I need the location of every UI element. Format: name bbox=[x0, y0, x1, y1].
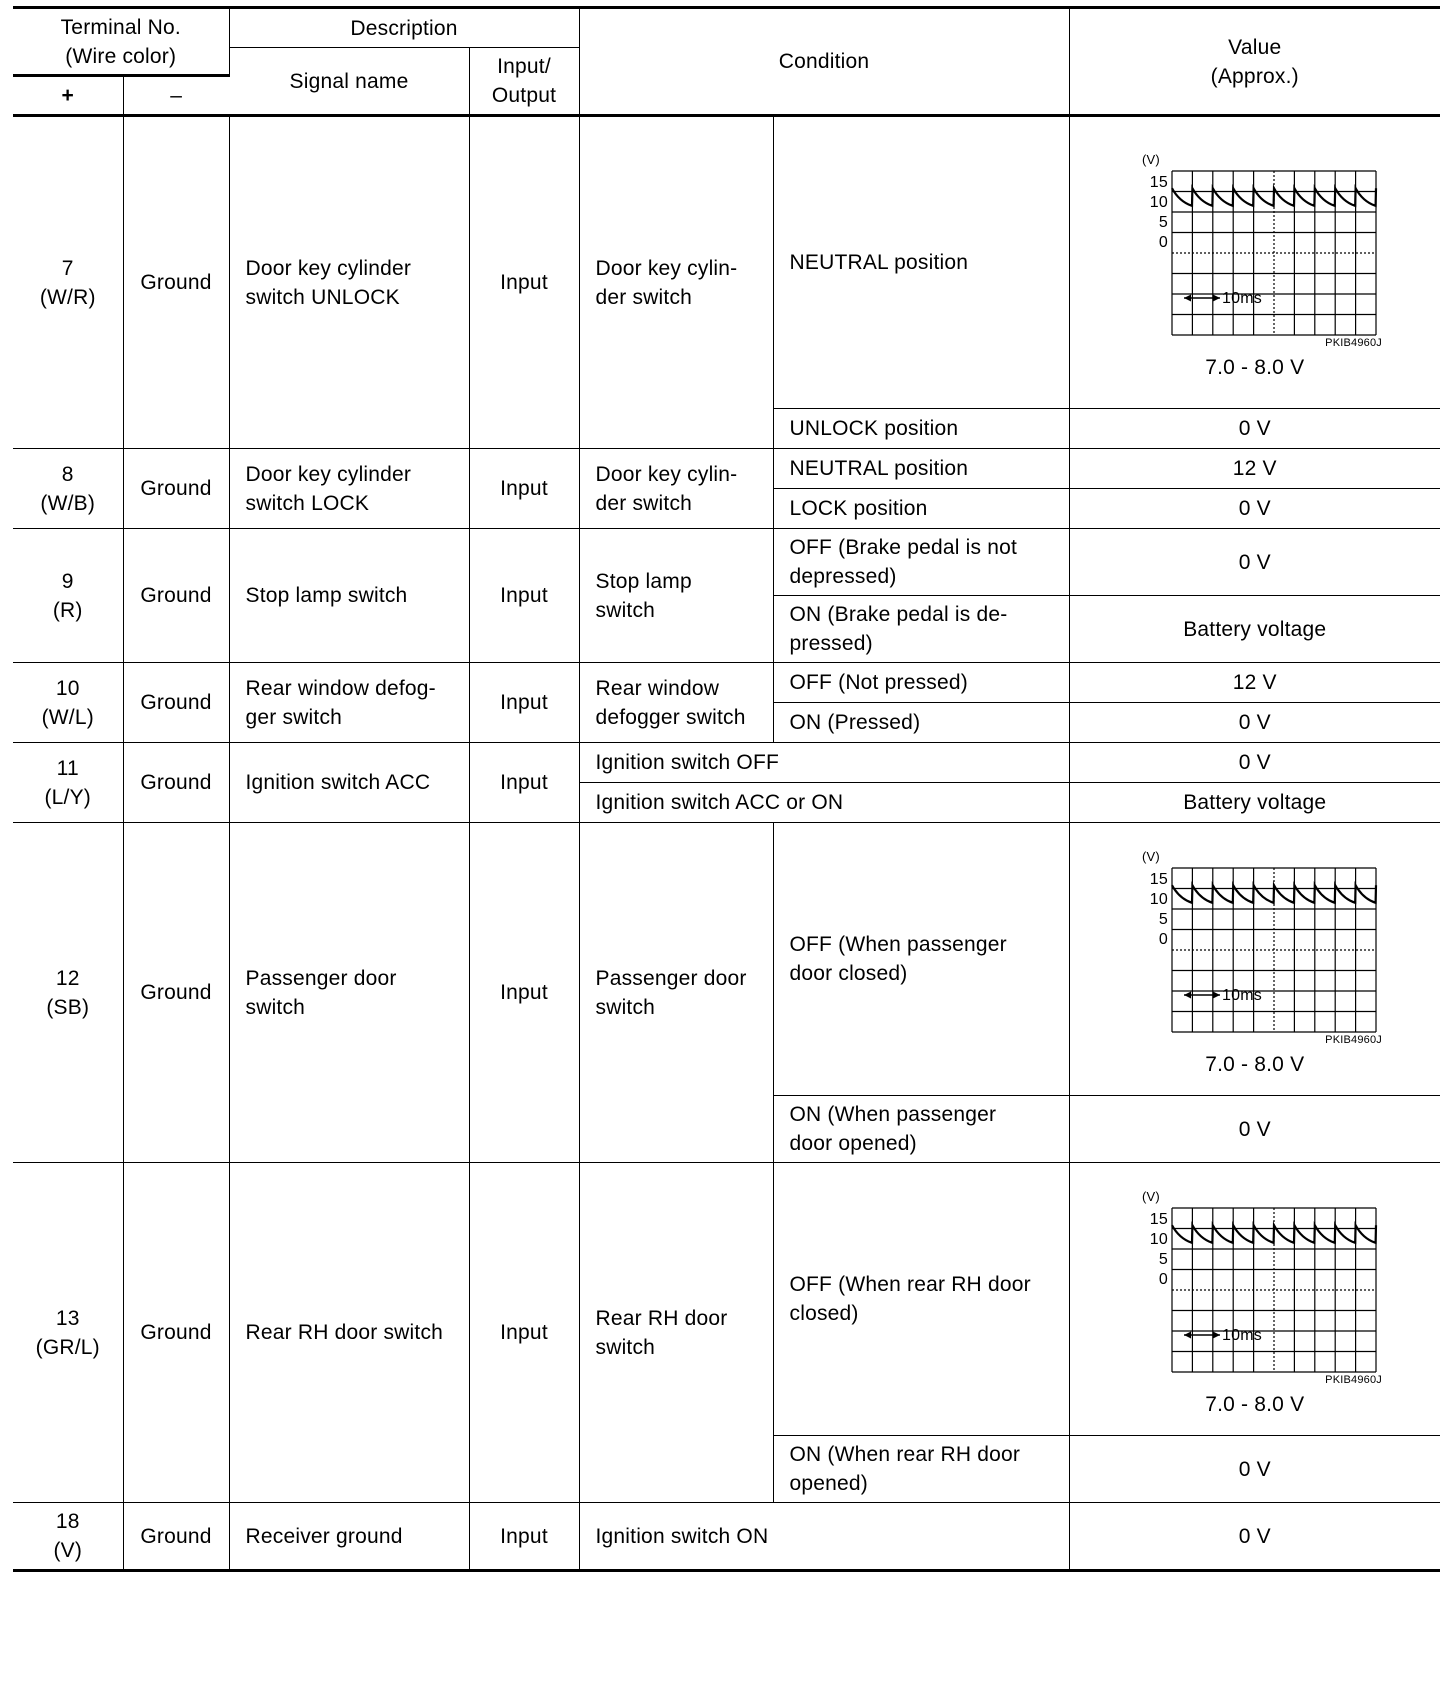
value-cell: 0 V bbox=[1069, 1436, 1440, 1503]
ground-cell: Ground bbox=[123, 529, 229, 663]
arrow-head-left bbox=[1184, 295, 1191, 302]
sub-condition-cell: NEUTRAL position bbox=[773, 116, 1069, 409]
terminal-cell: 13 (GR/L) bbox=[13, 1163, 123, 1503]
sub-condition-cell: NEUTRAL position bbox=[773, 449, 1069, 489]
waveform-unit: (V) bbox=[1141, 1188, 1160, 1204]
io-cell: Input bbox=[469, 743, 579, 823]
arrow-head-left bbox=[1184, 991, 1191, 998]
waveform-tick: 5 bbox=[1158, 214, 1168, 231]
signal-name-cell: Door key cylinder switch UNLOCK bbox=[229, 116, 469, 449]
condition-cell: Door key cylin- der switch bbox=[579, 449, 773, 529]
condition-cell: Passenger door switch bbox=[579, 823, 773, 1163]
terminal-table bbox=[13, 6, 1440, 1572]
arrow-head-right bbox=[1213, 1331, 1220, 1338]
condition-cell: Rear window defogger switch bbox=[579, 663, 773, 743]
waveform-signal bbox=[1172, 188, 1376, 206]
arrow-head-right bbox=[1213, 991, 1220, 998]
waveform-signal bbox=[1172, 885, 1376, 903]
signal-name-cell: Rear window defog- ger switch bbox=[229, 663, 469, 743]
value-cell: 0 V bbox=[1069, 703, 1440, 743]
value-cell: Battery voltage bbox=[1069, 783, 1440, 823]
figure-ref: PKIB4960J bbox=[1324, 337, 1382, 349]
sub-condition-cell: OFF (Brake pedal is not depressed) bbox=[773, 529, 1069, 596]
time-scale-label: 10ms bbox=[1221, 290, 1262, 307]
header-description: Description bbox=[229, 8, 579, 48]
header-terminal-no: Terminal No. (Wire color) bbox=[13, 8, 229, 76]
signal-name-cell: Stop lamp switch bbox=[229, 529, 469, 663]
signal-name-cell: Passenger door switch bbox=[229, 823, 469, 1163]
sub-condition-cell: ON (When passenger door opened) bbox=[773, 1096, 1069, 1163]
waveform-tick: 15 bbox=[1149, 1210, 1168, 1228]
signal-name-cell: Receiver ground bbox=[229, 1503, 469, 1571]
io-cell: Input bbox=[469, 1503, 579, 1571]
waveform-svg bbox=[1120, 143, 1390, 353]
terminal-cell: 11 (L/Y) bbox=[13, 743, 123, 823]
condition-cell: Door key cylin- der switch bbox=[579, 116, 773, 449]
arrow-head-left bbox=[1184, 1331, 1191, 1338]
value-cell: Battery voltage bbox=[1069, 596, 1440, 663]
waveform-graph bbox=[1070, 1180, 1441, 1390]
sub-condition-cell: OFF (Not pressed) bbox=[773, 663, 1069, 703]
io-cell: Input bbox=[469, 823, 579, 1163]
header-minus: – bbox=[123, 76, 229, 116]
signal-name-cell: Door key cylinder switch LOCK bbox=[229, 449, 469, 529]
value-cell: 0 V bbox=[1069, 529, 1440, 596]
terminal-cell: 9 (R) bbox=[13, 529, 123, 663]
waveform-unit: (V) bbox=[1141, 152, 1160, 167]
signal-name-cell: Rear RH door switch bbox=[229, 1163, 469, 1503]
arrow-head-right bbox=[1213, 295, 1220, 302]
header-plus: + bbox=[13, 76, 123, 116]
value-cell: 0 V bbox=[1069, 1096, 1440, 1163]
sub-condition-cell: OFF (When passenger door closed) bbox=[773, 823, 1069, 1096]
waveform-svg bbox=[1120, 1180, 1390, 1390]
value-cell: 12 V bbox=[1069, 663, 1440, 703]
header-condition: Condition bbox=[579, 8, 1069, 116]
waveform-signal bbox=[1172, 1225, 1376, 1243]
terminal-cell: 12 (SB) bbox=[13, 823, 123, 1163]
value-text: 7.0 - 8.0 V bbox=[1205, 1392, 1305, 1416]
waveform-unit: (V) bbox=[1141, 848, 1160, 864]
ground-cell: Ground bbox=[123, 743, 229, 823]
sub-condition-cell: ON (Pressed) bbox=[773, 703, 1069, 743]
ground-cell: Ground bbox=[123, 823, 229, 1163]
waveform-tick: 15 bbox=[1149, 174, 1168, 191]
ground-cell: Ground bbox=[123, 449, 229, 529]
value-text: 7.0 - 8.0 V bbox=[1205, 356, 1305, 379]
io-cell: Input bbox=[469, 1163, 579, 1503]
table-row bbox=[13, 823, 1440, 1096]
waveform-tick: 10 bbox=[1149, 890, 1168, 908]
value-cell: 0 V bbox=[1069, 489, 1440, 529]
value-cell: 0 V bbox=[1069, 409, 1440, 449]
ground-cell: Ground bbox=[123, 116, 229, 449]
waveform-tick: 5 bbox=[1158, 910, 1168, 928]
waveform-tick: 10 bbox=[1149, 194, 1168, 211]
figure-ref: PKIB4960J bbox=[1324, 1373, 1382, 1386]
time-scale-label: 10ms bbox=[1221, 986, 1262, 1004]
waveform-graph bbox=[1070, 840, 1441, 1050]
condition-cell: Stop lamp switch bbox=[579, 529, 773, 663]
waveform-tick: 0 bbox=[1158, 234, 1168, 251]
waveform-tick: 15 bbox=[1149, 870, 1168, 888]
value-cell: 0 V bbox=[1069, 743, 1440, 783]
waveform-tick: 0 bbox=[1158, 1270, 1168, 1288]
signal-name-cell: Ignition switch ACC bbox=[229, 743, 469, 823]
value-cell: 12 V bbox=[1069, 449, 1440, 489]
terminal-cell: 10 (W/L) bbox=[13, 663, 123, 743]
sub-condition-cell: LOCK position bbox=[773, 489, 1069, 529]
condition-cell: Ignition switch OFF bbox=[579, 743, 1069, 783]
ground-cell: Ground bbox=[123, 663, 229, 743]
waveform-tick: 10 bbox=[1149, 1230, 1168, 1248]
table-row bbox=[13, 1503, 1440, 1571]
condition-cell: Ignition switch ON bbox=[579, 1503, 1069, 1571]
sub-condition-cell: OFF (When rear RH door closed) bbox=[773, 1163, 1069, 1436]
table-row bbox=[13, 116, 1440, 409]
table-row bbox=[13, 449, 1440, 489]
value-text: 7.0 - 8.0 V bbox=[1205, 1052, 1305, 1076]
io-cell: Input bbox=[469, 116, 579, 449]
waveform-tick: 0 bbox=[1158, 930, 1168, 948]
io-cell: Input bbox=[469, 529, 579, 663]
terminal-cell: 18 (V) bbox=[13, 1503, 123, 1571]
value-cell bbox=[1069, 823, 1440, 1096]
sub-condition-cell: ON (When rear RH door opened) bbox=[773, 1436, 1069, 1503]
header-input-output: Input/ Output bbox=[469, 48, 579, 116]
condition-cell: Rear RH door switch bbox=[579, 1163, 773, 1503]
value-cell: 0 V bbox=[1069, 1503, 1440, 1571]
time-scale-label: 10ms bbox=[1221, 1326, 1262, 1344]
sub-condition-cell: ON (Brake pedal is de- pressed) bbox=[773, 596, 1069, 663]
waveform-tick: 5 bbox=[1158, 1250, 1168, 1268]
header-signal-name: Signal name bbox=[229, 48, 469, 116]
terminal-cell: 7 (W/R) bbox=[13, 116, 123, 449]
sub-condition-cell: UNLOCK position bbox=[773, 409, 1069, 449]
value-cell bbox=[1069, 1163, 1440, 1436]
io-cell: Input bbox=[469, 449, 579, 529]
figure-ref: PKIB4960J bbox=[1324, 1033, 1382, 1046]
table-row bbox=[13, 529, 1440, 596]
waveform-svg bbox=[1120, 840, 1390, 1050]
ground-cell: Ground bbox=[123, 1163, 229, 1503]
waveform-graph bbox=[1070, 143, 1441, 353]
io-cell: Input bbox=[469, 663, 579, 743]
ground-cell: Ground bbox=[123, 1503, 229, 1571]
value-cell bbox=[1069, 116, 1440, 409]
table-row bbox=[13, 1163, 1440, 1436]
condition-cell: Ignition switch ACC or ON bbox=[579, 783, 1069, 823]
table-row bbox=[13, 743, 1440, 783]
terminal-cell: 8 (W/B) bbox=[13, 449, 123, 529]
table-row bbox=[13, 663, 1440, 703]
header-value: Value (Approx.) bbox=[1069, 8, 1440, 116]
